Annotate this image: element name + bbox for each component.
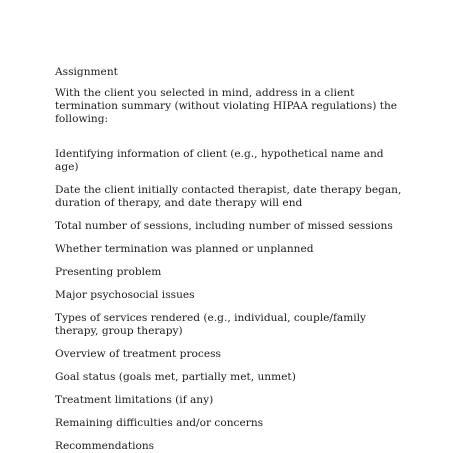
item-presenting-problem: Presenting problem: [55, 266, 162, 278]
intro-paragraph: With the client you selected in mind, address in a client termination summary (without violating HIPAA regulations) the following:: [55, 87, 398, 125]
document-title: Assignment: [55, 66, 118, 78]
item-treatment-overview: Overview of treatment process: [55, 348, 221, 360]
item-termination-type: Whether termination was planned or unplanned: [55, 243, 314, 255]
item-recommendations: Recommendations: [55, 440, 155, 452]
item-goal-status: Goal status (goals met, partially met, unmet): [55, 371, 296, 383]
item-identifying-info: Identifying information of client (e.g., hypothetical name and age): [55, 148, 384, 173]
item-remaining-difficulties: Remaining difficulties and/or concerns: [55, 417, 264, 429]
item-sessions: Total number of sessions, including number of missed sessions: [55, 220, 393, 232]
item-services-rendered: Types of services rendered (e.g., individual, couple/family therapy, group therapy): [55, 312, 367, 337]
item-treatment-limitations: Treatment limitations (if any): [55, 394, 214, 406]
item-psychosocial-issues: Major psychosocial issues: [55, 289, 195, 301]
item-dates: Date the client initially contacted therapist, date therapy began, duration of therapy, and date therapy will end: [55, 184, 402, 209]
